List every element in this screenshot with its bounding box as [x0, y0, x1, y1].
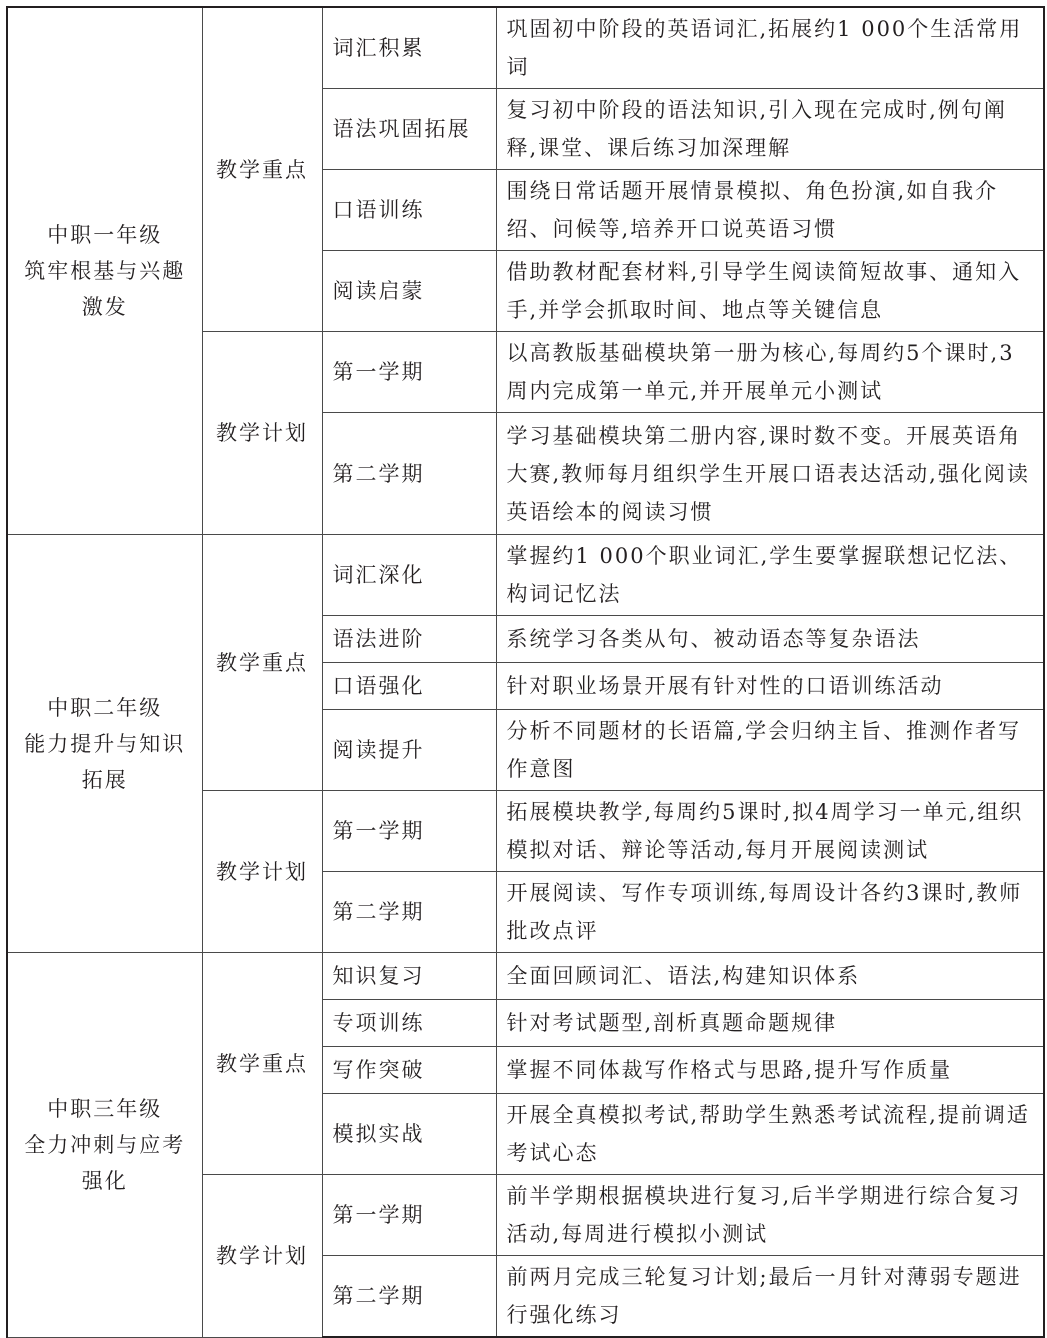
item-label: 语法巩固拓展 [322, 89, 496, 170]
item-content: 掌握约1 000个职业词汇,学生要掌握联想记忆法、构词记忆法 [496, 535, 1044, 616]
table-row [7, 7, 1044, 89]
item-label: 词汇深化 [322, 535, 496, 616]
item-content: 以高教版基础模块第一册为核心,每周约5个课时,3周内完成第一单元,并开展单元小测试 [496, 332, 1044, 413]
grade-name-line: 中职二年级 [47, 695, 163, 720]
grade-name-line: 强化 [81, 1168, 128, 1193]
item-label: 阅读启蒙 [322, 251, 496, 332]
grade-name-line: 拓展 [81, 767, 128, 792]
teaching-plan-table [6, 6, 1045, 1338]
item-content: 分析不同题材的长语篇,学会归纳主旨、推测作者写作意图 [496, 710, 1044, 791]
category-cell: 教学计划 [202, 1175, 322, 1338]
item-content: 针对考试题型,剖析真题命题规律 [496, 1000, 1044, 1047]
grade-name-line: 全力冲刺与应考 [24, 1132, 186, 1157]
item-content: 围绕日常话题开展情景模拟、角色扮演,如自我介绍、问候等,培养开口说英语习惯 [496, 170, 1044, 251]
item-content: 复习初中阶段的语法知识,引入现在完成时,例句阐释,课堂、课后练习加深理解 [496, 89, 1044, 170]
item-label: 词汇积累 [322, 7, 496, 89]
category-cell: 教学计划 [202, 791, 322, 953]
item-label: 第一学期 [322, 1175, 496, 1256]
table-row [7, 535, 1044, 616]
grade-cell [7, 535, 202, 953]
item-label: 口语强化 [322, 663, 496, 710]
item-content: 拓展模块教学,每周约5课时,拟4周学习一单元,组织模拟对话、辩论等活动,每月开展阅读测试 [496, 791, 1044, 872]
item-label: 模拟实战 [322, 1094, 496, 1175]
item-content: 开展阅读、写作专项训练,每周设计各约3课时,教师批改点评 [496, 872, 1044, 953]
grade-name-line: 中职一年级 [47, 223, 163, 247]
category-cell: 教学计划 [202, 332, 322, 535]
item-label: 口语训练 [322, 170, 496, 251]
item-content: 全面回顾词汇、语法,构建知识体系 [496, 953, 1044, 1000]
item-label: 知识复习 [322, 953, 496, 1000]
item-content: 系统学习各类从句、被动语态等复杂语法 [496, 616, 1044, 663]
category-cell: 教学重点 [202, 953, 322, 1175]
grade-cell [7, 7, 202, 535]
item-content: 借助教材配套材料,引导学生阅读简短故事、通知入手,并学会抓取时间、地点等关键信息 [496, 251, 1044, 332]
grade-name-line: 中职三年级 [47, 1096, 163, 1121]
grade-name-line: 能力提升与知识 [24, 731, 186, 756]
item-label: 第二学期 [322, 1256, 496, 1338]
item-label: 第一学期 [322, 791, 496, 872]
item-content: 前半学期根据模块进行复习,后半学期进行综合复习活动,每周进行模拟小测试 [496, 1175, 1044, 1256]
item-label: 专项训练 [322, 1000, 496, 1047]
item-label: 语法进阶 [322, 616, 496, 663]
item-content: 针对职业场景开展有针对性的口语训练活动 [496, 663, 1044, 710]
item-label: 第二学期 [322, 413, 496, 535]
item-label: 写作突破 [322, 1047, 496, 1094]
grade-name-line: 筑牢根基与兴趣 [24, 259, 186, 283]
item-content: 掌握不同体裁写作格式与思路,提升写作质量 [496, 1047, 1044, 1094]
item-content: 开展全真模拟考试,帮助学生熟悉考试流程,提前调适考试心态 [496, 1094, 1044, 1175]
category-cell: 教学重点 [202, 535, 322, 791]
grade-name-line: 激发 [81, 295, 128, 319]
category-cell: 教学重点 [202, 7, 322, 332]
item-content: 巩固初中阶段的英语词汇,拓展约1 000个生活常用词 [496, 7, 1044, 89]
grade-cell [7, 953, 202, 1338]
item-content: 学习基础模块第二册内容,课时数不变。开展英语角大赛,教师每月组织学生开展口语表达活动,强化阅读英语绘本的阅读习惯 [496, 413, 1044, 535]
item-content: 前两月完成三轮复习计划;最后一月针对薄弱专题进行强化练习 [496, 1256, 1044, 1338]
item-label: 阅读提升 [322, 710, 496, 791]
item-label: 第一学期 [322, 332, 496, 413]
table-row [7, 953, 1044, 1000]
item-label: 第二学期 [322, 872, 496, 953]
